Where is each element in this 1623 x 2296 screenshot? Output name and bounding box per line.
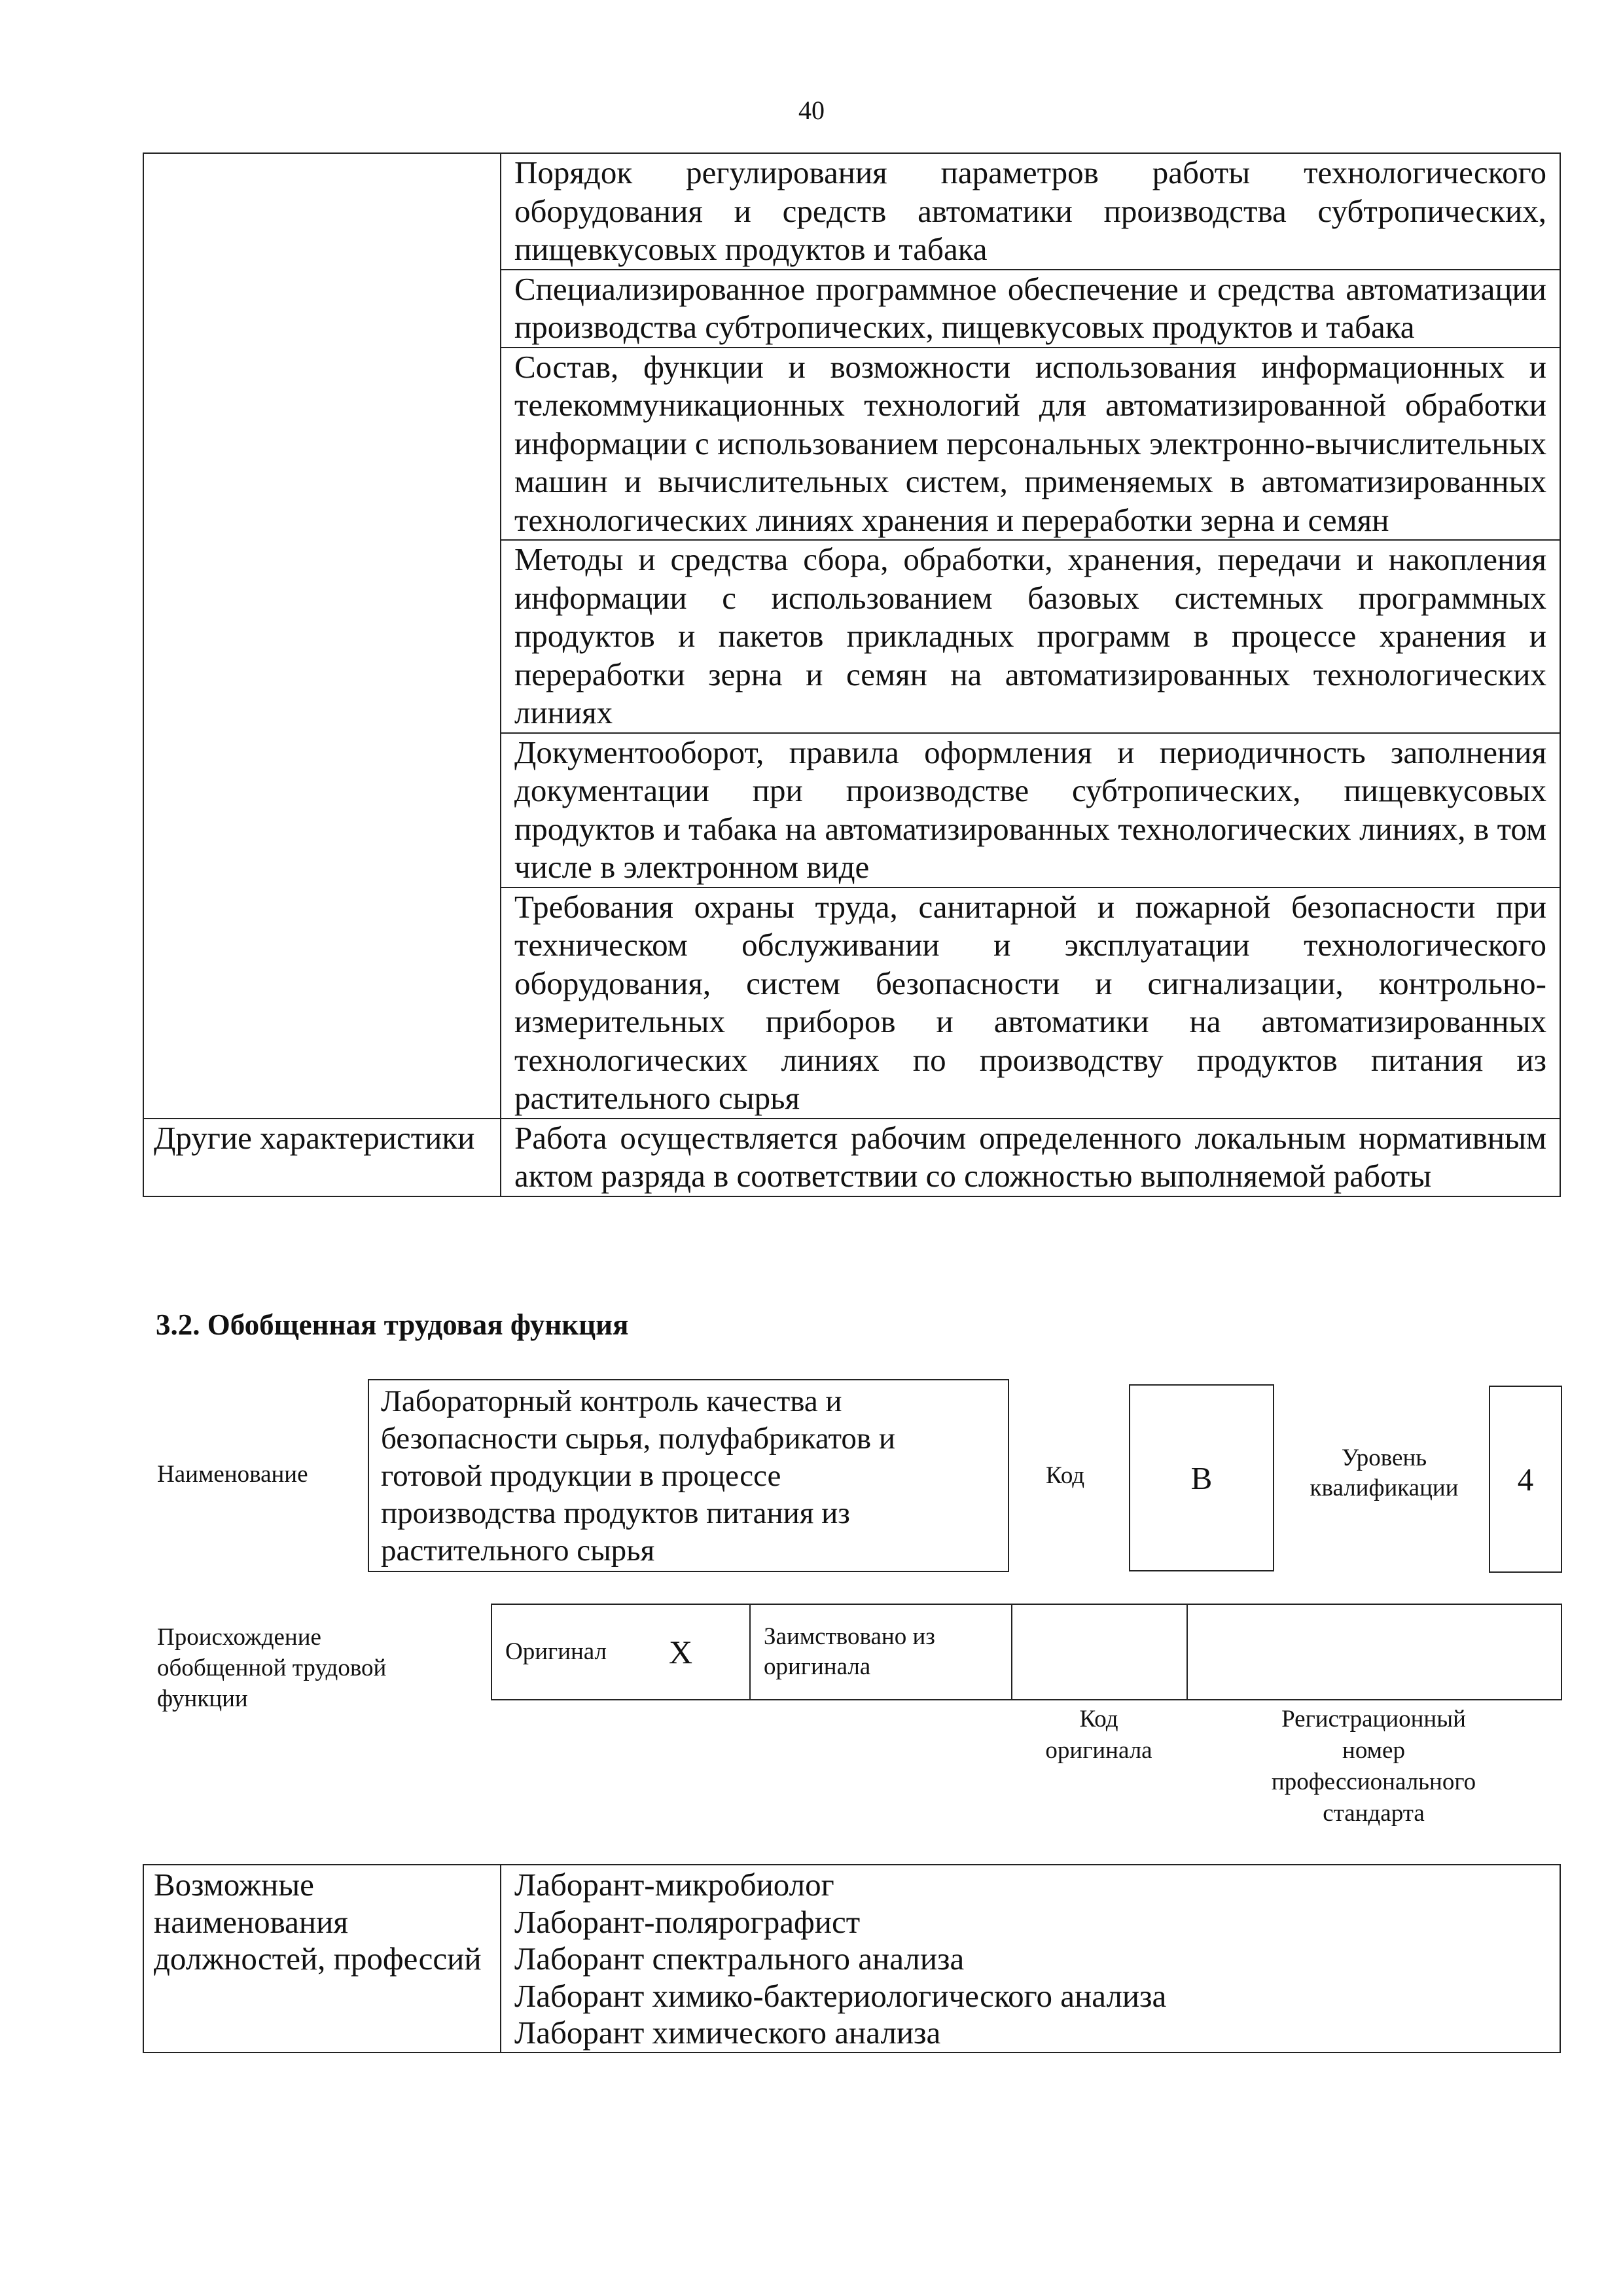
section-title: 3.2. Обобщенная трудовая функция [156,1308,629,1341]
original-mark: X [669,1634,693,1670]
knowledge-item: Специализированное программное обеспечение и средства автоматизации производства субтропических, пищевкусовых продуктов и табака [501,270,1560,348]
table-row [143,153,1560,270]
other-label-cell: Другие характеристики [143,1119,501,1196]
list-item: Лаборант-полярографист [514,1903,861,1940]
origin-code-cell [1012,1604,1187,1700]
code-caption: Код оригинала [1045,1706,1152,1764]
original-cell [491,1604,750,1700]
table-row [491,1604,1561,1700]
registration-caption: Регистрационный номер профессионального стандарта [1271,1706,1476,1827]
other-text-cell: Работа осуществляется рабочим определенного локальным нормативным актом разряда в соответствии со сложностью выполняемой работы [501,1119,1560,1196]
positions-label-cell: Возможные наименования должностей, профессий [143,1865,501,2053]
origin-label: Происхождение обобщенной трудовой функции [157,1624,387,1712]
knowledge-label-cell [143,153,501,1119]
knowledge-item: Документооборот, правила оформления и периодичность заполнения документации при производстве субтропических, пищевкусовых продуктов и табака на автоматизированных технологических линиях, в том числе в электронном виде [501,733,1560,888]
borrowed-cell: Заимствовано из оригинала [750,1604,1012,1700]
level-value: 4 [1489,1386,1562,1573]
code-value: B [1129,1384,1274,1571]
knowledge-item: Методы и средства сбора, обработки, хранения, передачи и накопления информации с использованием базовых системных программных продуктов и пакетов прикладных программ в процессе хранения и переработки зерна и семян на автоматизированных технологических линиях [501,540,1560,733]
list-item: Лаборант спектрального анализа [514,1941,965,1977]
knowledge-item: Порядок регулирования параметров работы технологического оборудования и средств автоматики производства субтропических, пищевкусовых продуктов и табака [501,153,1560,270]
origin-table [491,1604,1562,1700]
positions-list-cell [501,1865,1560,2053]
registration-number-cell [1187,1604,1561,1700]
name-box [368,1379,1009,1572]
level-label: Уровень квалификации [1310,1444,1459,1501]
code-label: Код [1046,1462,1085,1489]
table-row [143,1865,1560,2053]
positions-table [143,1864,1561,2053]
knowledge-table [143,152,1561,1197]
knowledge-item: Состав, функции и возможности использования информационных и телекоммуникационных технологий для автоматизированной обработки информации с использованием персональных электронно-вычислительных машин и вычислительных систем, применяемых в автоматизированных технологических линиях хранения и переработки зерна и семян [501,348,1560,541]
name-label: Наименование [157,1461,308,1488]
knowledge-item: Требования охраны труда, санитарной и пожарной безопасности при техническом обслуживании и эксплуатации технологического оборудования, систем безопасности и сигнализации, контрольно-измерительных приборов и автоматики на автоматизированных технологических линиях по производству продуктов питания из растительного сырья [501,888,1560,1119]
list-item: Лаборант химико-бактериологического анализа [514,1977,1167,2014]
list-item: Лаборант химического анализа [514,2015,941,2051]
page-number: 40 [798,96,825,125]
original-label: Оригинал [505,1638,607,1665]
function-name: Лабораторный контроль качества и безопасности сырья, полуфабрикатов и готовой продукции в процессе производства продуктов питания из растительного сырья [381,1384,895,1568]
table-row [143,1119,1560,1196]
list-item: Лаборант-микробиолог [514,1867,834,1903]
